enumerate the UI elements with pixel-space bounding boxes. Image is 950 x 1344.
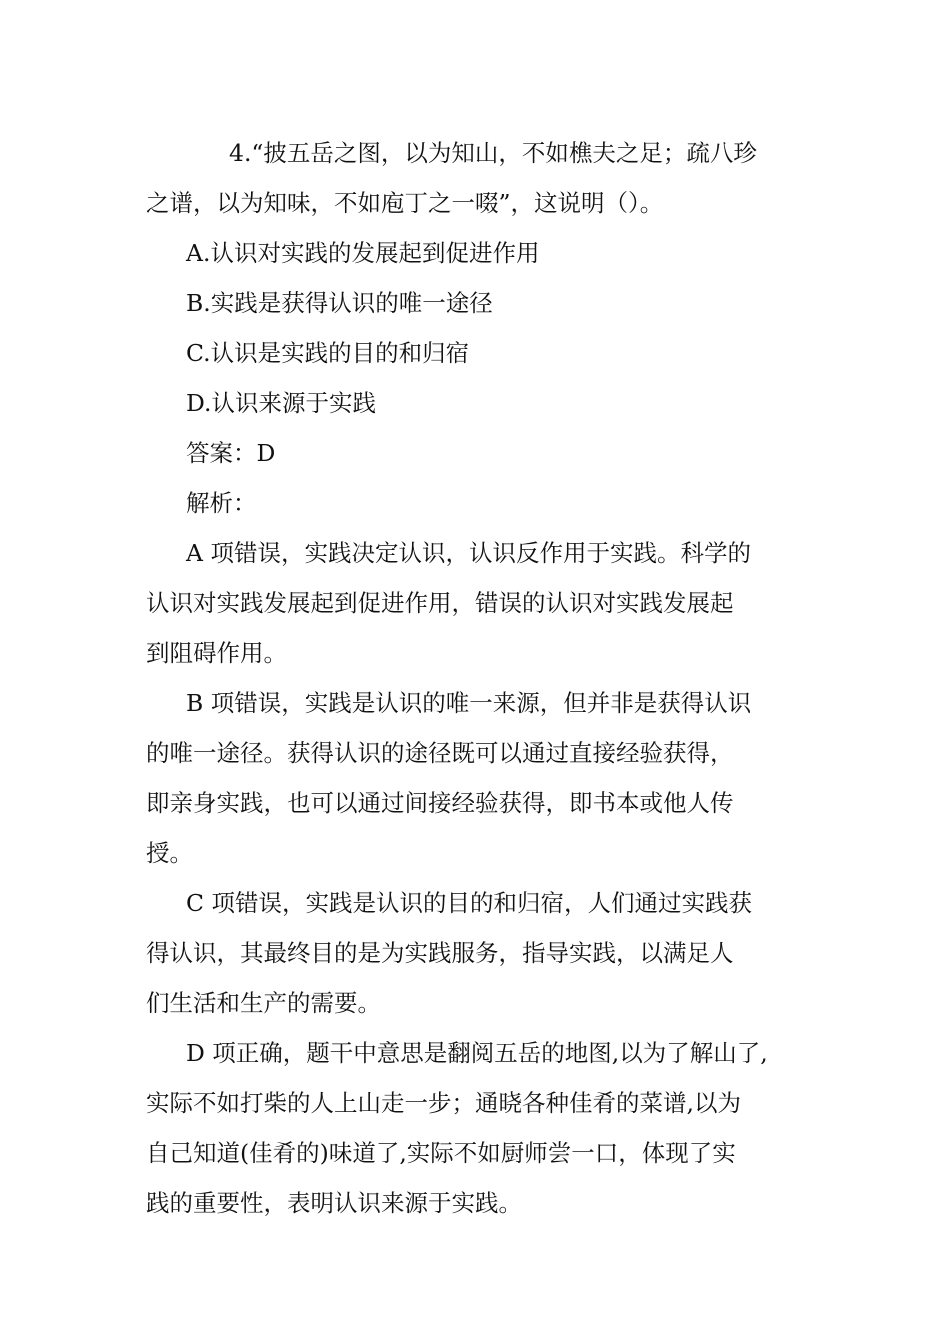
explanation-line: C 项错误，实践是认识的目的和归宿，人们通过实践获 xyxy=(186,889,752,917)
explanation-line: 到阻碍作用。 xyxy=(146,639,287,667)
option-c: C.认识是实践的目的和归宿 xyxy=(186,339,470,367)
explanation-a xyxy=(146,528,814,678)
question-stem-line: 之谱，以为知味，不如庖丁之一啜”，这说明（）。 xyxy=(146,189,664,217)
question-stem xyxy=(146,128,814,228)
explanation-d xyxy=(146,1028,814,1228)
question-stem-line: 4.“披五岳之图，以为知山，不如樵夫之足；疏八珍 xyxy=(229,139,757,167)
option-b: B.实践是获得认识的唯一途径 xyxy=(186,289,493,317)
explanation-c xyxy=(146,878,814,1028)
explanation-line: D 项正确，题干中意思是翻阅五岳的地图,以为了解山了, xyxy=(186,1039,768,1067)
explanation-line: 的唯一途径。获得认识的途径既可以通过直接经验获得， xyxy=(146,739,734,767)
explanation-line: 实际不如打柴的人上山走一步；通晓各种佳肴的菜谱,以为 xyxy=(146,1089,741,1117)
explanation-line: B 项错误，实践是认识的唯一来源，但并非是获得认识 xyxy=(186,689,752,717)
option-a: A.认识对实践的发展起到促进作用 xyxy=(186,239,540,267)
explanation-line: 授。 xyxy=(146,839,193,867)
answer-line: 答案：D xyxy=(186,439,276,467)
option-d: D.认识来源于实践 xyxy=(186,389,376,417)
explanation-line: 践的重要性，表明认识来源于实践。 xyxy=(146,1189,522,1217)
explanation-line: A 项错误，实践决定认识，认识反作用于实践。科学的 xyxy=(186,539,751,567)
explanation-line: 自己知道(佳肴的)味道了,实际不如厨师尝一口，体现了实 xyxy=(146,1139,736,1167)
explanation-line: 们生活和生产的需要。 xyxy=(146,989,381,1017)
analysis-label: 解析： xyxy=(186,489,257,517)
explanation-b xyxy=(146,678,814,878)
explanation-line: 认识对实践发展起到促进作用，错误的认识对实践发展起 xyxy=(146,589,734,617)
document-body xyxy=(146,128,814,1228)
explanation-line: 即亲身实践，也可以通过间接经验获得，即书本或他人传 xyxy=(146,789,734,817)
explanation-line: 得认识，其最终目的是为实践服务，指导实践，以满足人 xyxy=(146,939,734,967)
